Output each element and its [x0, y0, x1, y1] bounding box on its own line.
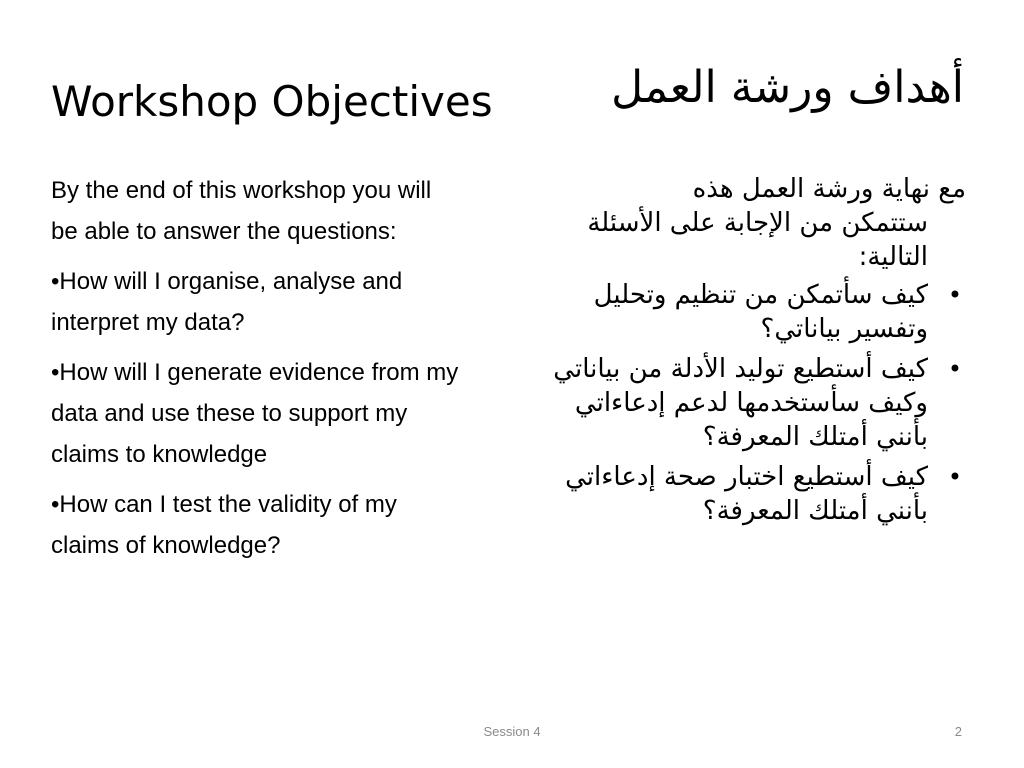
- arabic-intro-first-line: مع نهاية ورشة العمل هذه: [692, 174, 966, 204]
- english-point-3: •How can I test the validity of my claims of knowledge?: [51, 491, 397, 559]
- english-intro: By the end of this workshop you will be able to answer the questions:: [51, 177, 432, 245]
- bullet-icon: •: [947, 355, 962, 383]
- arabic-point-text: كيف سأتمكن من تنظيم وتحليل وتفسير بياناتي؟: [593, 280, 928, 344]
- arabic-bullet-list: [546, 278, 966, 528]
- arabic-intro: [546, 172, 966, 274]
- english-content: [51, 170, 461, 575]
- bullet-icon: •: [947, 281, 962, 309]
- arabic-point-1: [546, 278, 966, 346]
- arabic-point-3: [546, 460, 966, 528]
- footer-page-number: 2: [954, 724, 962, 739]
- bullet-icon: •: [947, 463, 962, 491]
- arabic-point-2: [546, 352, 966, 454]
- arabic-content: [546, 172, 966, 534]
- english-point-2: •How will I generate evidence from my data and use these to support my claims to knowledge: [51, 359, 459, 468]
- slide-title-arabic: أهداف ورشة العمل: [611, 62, 964, 113]
- english-point-1: •How will I organise, analyse and interpret my data?: [51, 268, 403, 336]
- arabic-point-text: كيف أستطيع اختبار صحة إدعاءاتي بأنني أمتلك المعرفة؟: [565, 462, 928, 526]
- arabic-point-text: كيف أستطيع توليد الأدلة من بياناتي وكيف سأستخدمها لدعم إدعاءاتي بأنني أمتلك المعرفة؟: [553, 354, 928, 452]
- slide-title-english: Workshop Objectives: [51, 77, 493, 126]
- arabic-intro-rest: ستتمكن من الإجابة على الأسئلة التالية:: [587, 208, 928, 272]
- footer-session-label: Session 4: [483, 724, 541, 739]
